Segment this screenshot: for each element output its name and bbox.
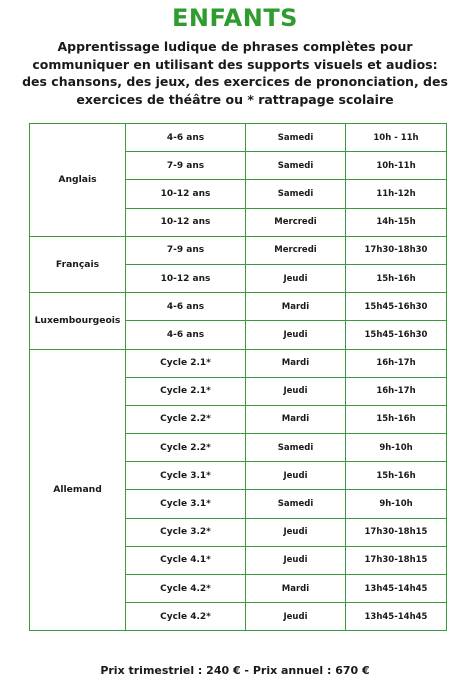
age-cell: 4-6 ans [126, 293, 246, 321]
time-cell: 15h-16h [346, 264, 447, 292]
time-cell: 9h-10h [346, 434, 447, 462]
age-cell: 4-6 ans [126, 124, 246, 152]
day-cell: Jeudi [246, 603, 346, 631]
age-cell: 10-12 ans [126, 264, 246, 292]
price-footer: Prix trimestriel : 240 € - Prix annuel : 670 € [100, 664, 370, 677]
language-cell: Luxembourgeois [30, 293, 126, 349]
language-cell: Allemand [30, 349, 126, 631]
intro-line: communiquer en utilisant des supports visuels et audios: [32, 56, 438, 72]
age-cell: Cycle 4.2* [126, 603, 246, 631]
age-cell: 4-6 ans [126, 321, 246, 349]
schedule-body [30, 124, 447, 631]
day-cell: Mercredi [246, 208, 346, 236]
day-cell: Jeudi [246, 518, 346, 546]
intro-text [20, 38, 450, 108]
day-cell: Mardi [246, 405, 346, 433]
age-cell: 7-9 ans [126, 152, 246, 180]
day-cell: Samedi [246, 434, 346, 462]
day-cell: Samedi [246, 180, 346, 208]
age-cell: Cycle 3.2* [126, 518, 246, 546]
age-cell: Cycle 4.2* [126, 575, 246, 603]
schedule-table [29, 123, 447, 631]
age-cell: Cycle 2.2* [126, 434, 246, 462]
time-cell: 11h-12h [346, 180, 447, 208]
age-cell: Cycle 3.1* [126, 462, 246, 490]
day-cell: Jeudi [246, 321, 346, 349]
day-cell: Mardi [246, 349, 346, 377]
time-cell: 17h30-18h15 [346, 518, 447, 546]
time-cell: 13h45-14h45 [346, 603, 447, 631]
time-cell: 9h-10h [346, 490, 447, 518]
time-cell: 15h-16h [346, 405, 447, 433]
language-cell: Anglais [30, 124, 126, 237]
intro-line: des chansons, des jeux, des exercices de prononciation, des [22, 74, 448, 89]
day-cell: Jeudi [246, 462, 346, 490]
time-cell: 13h45-14h45 [346, 575, 447, 603]
time-cell: 15h45-16h30 [346, 293, 447, 321]
table-row [30, 124, 447, 152]
time-cell: 16h-17h [346, 377, 447, 405]
table-row [30, 236, 447, 264]
day-cell: Jeudi [246, 377, 346, 405]
time-cell: 16h-17h [346, 349, 447, 377]
intro-line: Apprentissage ludique de phrases complètes pour [57, 39, 413, 54]
day-cell: Jeudi [246, 546, 346, 574]
table-row [30, 293, 447, 321]
age-cell: 7-9 ans [126, 236, 246, 264]
time-cell: 14h-15h [346, 208, 447, 236]
time-cell: 10h-11h [346, 152, 447, 180]
day-cell: Mardi [246, 293, 346, 321]
table-row [30, 349, 447, 377]
age-cell: Cycle 2.1* [126, 377, 246, 405]
day-cell: Jeudi [246, 264, 346, 292]
age-cell: Cycle 3.1* [126, 490, 246, 518]
day-cell: Samedi [246, 124, 346, 152]
age-cell: Cycle 2.2* [126, 405, 246, 433]
time-cell: 17h30-18h30 [346, 236, 447, 264]
intro-line: exercices de théâtre ou * rattrapage scolaire [76, 91, 394, 107]
day-cell: Samedi [246, 490, 346, 518]
language-cell: Français [30, 236, 126, 292]
age-cell: Cycle 4.1* [126, 546, 246, 574]
day-cell: Samedi [246, 152, 346, 180]
age-cell: 10-12 ans [126, 208, 246, 236]
day-cell: Mardi [246, 575, 346, 603]
time-cell: 15h-16h [346, 462, 447, 490]
time-cell: 10h - 11h [346, 124, 447, 152]
time-cell: 15h45-16h30 [346, 321, 447, 349]
time-cell: 17h30-18h15 [346, 546, 447, 574]
page-title: ENFANTS [172, 4, 298, 32]
age-cell: 10-12 ans [126, 180, 246, 208]
age-cell: Cycle 2.1* [126, 349, 246, 377]
day-cell: Mercredi [246, 236, 346, 264]
